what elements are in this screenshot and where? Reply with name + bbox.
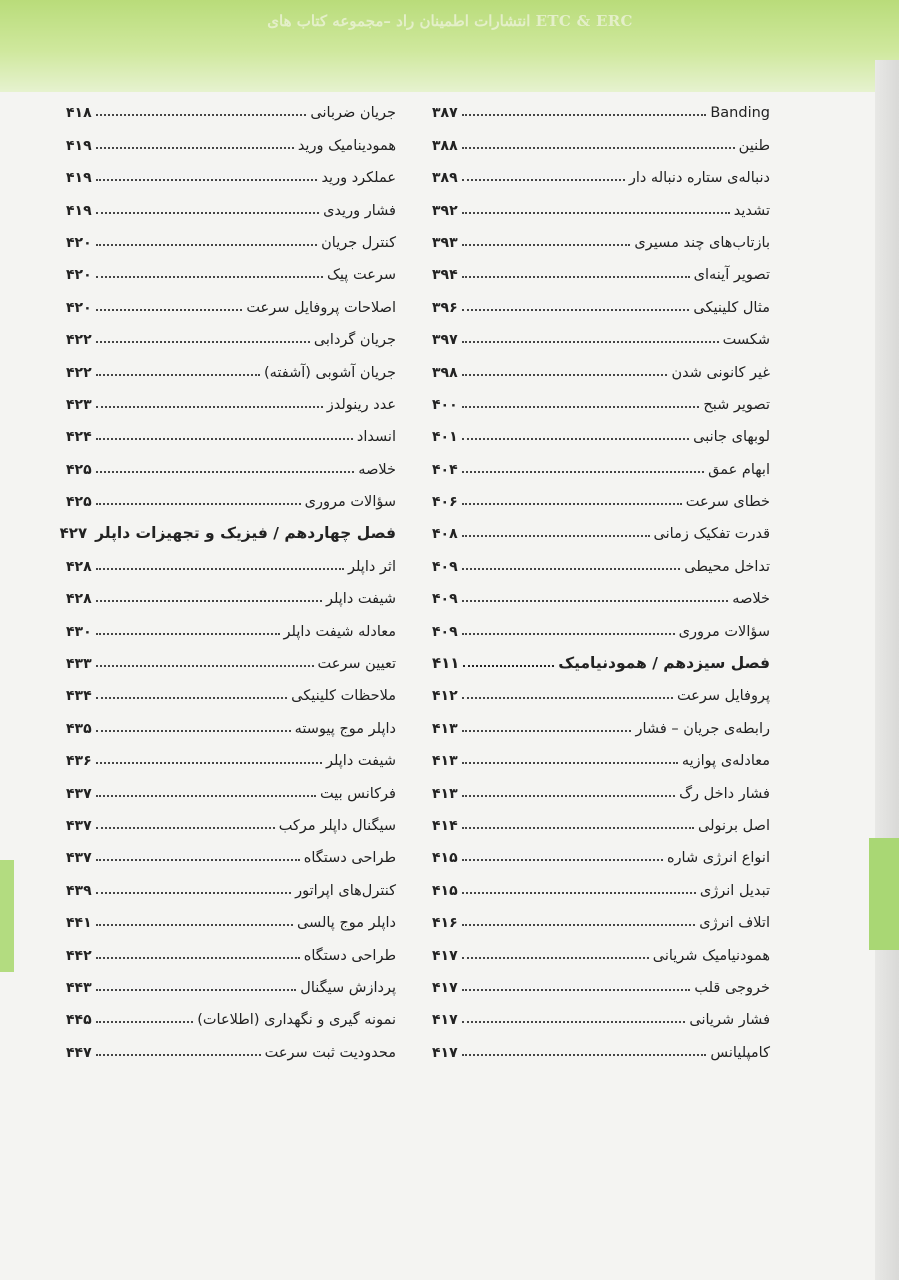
toc-entry	[66, 707, 396, 739]
leader-dots	[462, 374, 668, 376]
toc-entry-title: فرکانس بیت	[319, 785, 396, 802]
toc-entry	[66, 967, 396, 999]
toc-entry	[432, 610, 770, 642]
toc-page-number: ۴۲۰	[66, 234, 92, 251]
toc-entry	[432, 448, 770, 480]
leader-dots	[462, 859, 663, 861]
toc-entry-title: لوبهای جانبی	[693, 429, 770, 446]
toc-entry-title: سیگنال داپلر مرکب	[278, 817, 396, 834]
toc-page-number: ۴۲۷	[59, 524, 88, 543]
toc-entry	[66, 319, 396, 351]
toc-entry	[432, 578, 770, 610]
toc-page-number: ۴۲۲	[66, 332, 92, 349]
toc-entry-title: عدد رینولدز	[326, 396, 396, 413]
page-edge	[875, 60, 899, 1280]
toc-entry	[432, 772, 770, 804]
toc-page-number: ۴۱۳	[432, 753, 458, 770]
toc-entry	[432, 351, 770, 383]
toc-entry-title: خلاصه	[358, 461, 396, 478]
toc-entry-title: دنباله‌ی ستاره دنباله دار	[628, 170, 770, 187]
toc-page-number: ۴۴۱	[66, 915, 92, 932]
toc-page-number: ۴۰۹	[432, 591, 458, 608]
leader-dots	[96, 341, 310, 343]
toc-entry	[432, 740, 770, 772]
toc-page-number: ۴۴۵	[66, 1012, 92, 1029]
chapter-tab-right	[869, 838, 899, 950]
leader-dots	[96, 859, 300, 861]
toc-page-number: ۴۱۹	[66, 202, 92, 219]
leader-dots	[96, 147, 294, 149]
leader-dots	[96, 665, 314, 667]
toc-page-number: ۴۱۳	[432, 785, 458, 802]
toc-entry	[66, 578, 396, 610]
leader-dots	[462, 730, 632, 732]
toc-entry-title: پروفایل سرعت	[676, 688, 770, 705]
toc-page-number: ۴۲۰	[66, 267, 92, 284]
toc-entry-title: تشدید	[733, 202, 770, 219]
toc-entry-title: سؤالات مروری	[304, 494, 396, 511]
toc-entry	[432, 416, 770, 448]
toc-entry-title: تداخل محیطی	[684, 558, 770, 575]
leader-dots	[96, 212, 319, 214]
toc-entry-title: اصلاحات پروفایل سرعت	[246, 299, 396, 316]
leader-dots	[96, 1021, 194, 1023]
toc-entry	[432, 124, 770, 156]
toc-page-number: ۴۳۷	[66, 850, 92, 867]
toc-entry	[432, 189, 770, 221]
toc-entry	[432, 286, 770, 318]
leader-dots	[462, 309, 690, 311]
leader-dots	[96, 406, 323, 408]
leader-dots	[462, 989, 691, 991]
toc-page-number: ۴۱۷	[432, 947, 458, 964]
leader-dots	[96, 503, 301, 505]
toc-entry-title: کامپلیانس	[710, 1044, 770, 1061]
toc-page-number: ۴۲۰	[66, 299, 92, 316]
toc-page-number: ۴۴۳	[66, 979, 92, 996]
toc-entry	[66, 837, 396, 869]
leader-dots	[462, 633, 675, 635]
toc-entry-title: معادله شیفت داپلر	[283, 623, 396, 640]
toc-entry	[432, 805, 770, 837]
leader-dots	[96, 276, 323, 278]
toc-entry	[66, 1031, 396, 1063]
leader-dots	[462, 406, 700, 408]
toc-entry-title: Banding	[710, 105, 770, 122]
toc-entry	[432, 902, 770, 934]
leader-dots	[462, 1021, 686, 1023]
toc-chapter-heading	[59, 513, 396, 545]
toc-page-number: ۴۱۷	[432, 979, 458, 996]
leader-dots	[462, 697, 673, 699]
toc-entry	[432, 1031, 770, 1063]
toc-entry-title: شکست	[722, 332, 770, 349]
toc-entry-title: پردازش سیگنال	[300, 979, 396, 996]
toc-entry-title: طراحی دستگاه	[303, 850, 396, 867]
toc-page-number: ۳۹۲	[432, 202, 458, 219]
toc-entry-title: سرعت پیک	[326, 267, 396, 284]
toc-page-number: ۳۸۸	[432, 137, 458, 154]
toc-page-number: ۴۱۶	[432, 915, 458, 932]
toc-page-number: ۴۳۳	[66, 656, 92, 673]
toc-entry-title: عملکرد ورید	[321, 170, 396, 187]
leader-dots	[462, 827, 694, 829]
toc-entry-title: سؤالات مروری	[678, 623, 770, 640]
toc-page-number: ۴۳۷	[66, 785, 92, 802]
toc-entry	[432, 869, 770, 901]
toc-entry-title: اثر داپلر	[348, 558, 396, 575]
toc-entry	[66, 351, 396, 383]
leader-dots	[462, 892, 696, 894]
leader-dots	[96, 827, 275, 829]
leader-dots	[96, 730, 291, 732]
toc-page-number: ۴۱۹	[66, 170, 92, 187]
toc-entry	[66, 222, 396, 254]
toc-entry	[432, 934, 770, 966]
toc-page-number: ۴۳۴	[66, 688, 92, 705]
toc-page-number: ۴۲۸	[66, 591, 92, 608]
toc-entry-title: شیفت داپلر	[325, 753, 396, 770]
toc-entry-title: قدرت تفکیک زمانی	[653, 526, 770, 543]
toc-entry	[66, 740, 396, 772]
toc-column-right	[432, 92, 770, 1064]
leader-dots	[96, 697, 287, 699]
toc-page-number: ۳۹۳	[432, 234, 458, 251]
leader-dots	[96, 762, 322, 764]
toc-entry	[432, 157, 770, 189]
toc-page-number: ۴۱۸	[66, 105, 92, 122]
toc-page-number: ۳۹۶	[432, 299, 458, 316]
toc-page-number: ۴۳۷	[66, 817, 92, 834]
toc-entry-title: داپلر موج پیوسته	[294, 720, 396, 737]
toc-entry-title: محدودیت ثبت سرعت	[264, 1044, 396, 1061]
leader-dots	[96, 179, 318, 181]
toc-entry	[432, 384, 770, 416]
toc-page-number: ۴۱۳	[432, 720, 458, 737]
toc-entry-title: تصویر شبح	[703, 396, 770, 413]
leader-dots	[96, 892, 292, 894]
leader-dots	[462, 568, 681, 570]
toc-entry-title: جریان گردابی	[313, 332, 396, 349]
toc-entry-title: تعیین سرعت	[317, 656, 396, 673]
toc-entry-title: خلاصه	[732, 591, 770, 608]
toc-entry-title: بازتاب‌های چند مسیری	[634, 234, 770, 251]
toc-entry	[66, 286, 396, 318]
toc-entry-title: خطای سرعت	[685, 494, 770, 511]
toc-page-number: ۴۱۴	[432, 817, 458, 834]
leader-dots	[462, 503, 682, 505]
toc-page-number: ۴۱۵	[432, 850, 458, 867]
toc-entry-title: انواع انرژی شاره	[666, 850, 770, 867]
toc-page-number: ۴۳۶	[66, 753, 92, 770]
toc-entry-title: جریان آشوبی (آشفته)	[263, 364, 396, 381]
toc-entry-title: جریان ضربانی	[310, 105, 396, 122]
leader-dots	[462, 276, 690, 278]
toc-entry	[432, 999, 770, 1031]
toc-column-left	[59, 92, 396, 1064]
toc-entry-title: فصل چهاردهم / فیزیک و تجهیزات داپلر	[95, 524, 396, 543]
toc-entry	[66, 675, 396, 707]
toc-entry	[66, 999, 396, 1031]
toc-page-number: ۴۳۹	[66, 882, 92, 899]
leader-dots	[96, 568, 344, 570]
toc-entry-title: همودینامیک ورید	[297, 137, 396, 154]
leader-dots	[462, 179, 625, 181]
toc-page-number: ۴۱۹	[66, 137, 92, 154]
toc-entry	[66, 610, 396, 642]
leader-dots	[462, 341, 719, 343]
toc-entry-title: کنترل‌های اپراتور	[295, 882, 396, 899]
toc-page-number: ۴۰۴	[432, 461, 458, 478]
leader-dots	[96, 924, 293, 926]
leader-dots	[462, 438, 689, 440]
toc-entry	[66, 869, 396, 901]
leader-dots	[462, 212, 730, 214]
toc-page-number: ۴۰۹	[432, 623, 458, 640]
leader-dots	[462, 600, 729, 602]
toc-page-number: ۴۳۰	[66, 623, 92, 640]
toc-entry	[66, 772, 396, 804]
leader-dots	[96, 600, 322, 602]
toc-entry	[432, 707, 770, 739]
toc-entry	[432, 92, 770, 124]
toc-entry	[66, 254, 396, 286]
toc-entry-title: خروجی قلب	[694, 979, 770, 996]
leader-dots	[96, 374, 260, 376]
toc-entry	[432, 254, 770, 286]
toc-page-number: ۴۱۷	[432, 1044, 458, 1061]
toc-page-number: ۴۲۸	[66, 558, 92, 575]
toc-entry-title: مثال کلینیکی	[693, 299, 770, 316]
leader-dots	[462, 471, 704, 473]
chapter-tab-left	[0, 860, 14, 972]
toc-page-number: ۴۰۱	[432, 429, 458, 446]
toc-entry-title: رابطه‌ی جریان – فشار	[635, 720, 770, 737]
toc-page-number: ۳۹۷	[432, 332, 458, 349]
leader-dots	[463, 665, 554, 667]
toc-page-number: ۴۱۲	[432, 688, 458, 705]
toc-entry-title: داپلر موج پالسی	[296, 915, 396, 932]
toc-entry-title: کنترل جریان	[321, 234, 396, 251]
leader-dots	[96, 471, 355, 473]
toc-chapter-heading	[432, 643, 770, 675]
toc-page-number: ۴۲۵	[66, 494, 92, 511]
toc-entry	[66, 92, 396, 124]
leader-dots	[462, 924, 696, 926]
toc-page-number: ۴۲۲	[66, 364, 92, 381]
toc-entry	[66, 545, 396, 577]
publisher-title: انتشارات اطمینان راد –مجموعه کتاب های ETC & ERC	[267, 12, 633, 30]
toc-entry	[66, 384, 396, 416]
toc-page-number: ۴۱۵	[432, 882, 458, 899]
leader-dots	[462, 795, 675, 797]
toc-entry-title: تبدیل انرژی	[699, 882, 770, 899]
toc-page-number: ۴۳۵	[66, 720, 92, 737]
toc-page-number: ۴۴۲	[66, 947, 92, 964]
toc-entry	[66, 934, 396, 966]
toc-entry-title: شیفت داپلر	[325, 591, 396, 608]
toc-entry	[66, 643, 396, 675]
toc-entry-title: تصویر آینه‌ای	[693, 267, 770, 284]
leader-dots	[462, 1054, 707, 1056]
toc-entry	[432, 545, 770, 577]
toc-page-number: ۴۲۴	[66, 429, 92, 446]
toc-page-number: ۴۱۷	[432, 1012, 458, 1029]
toc-page-number: ۴۲۳	[66, 396, 92, 413]
toc-entry-title: همودنیامیک شریانی	[652, 947, 770, 964]
toc-entry-title: طنین	[738, 137, 770, 154]
toc-entry	[66, 805, 396, 837]
toc-page-number: ۴۰۸	[432, 526, 458, 543]
leader-dots	[462, 244, 631, 246]
toc-entry-title: فصل سیزدهم / همودنیامیک	[558, 654, 770, 673]
toc-page-number: ۴۰۰	[432, 396, 458, 413]
toc-entry	[432, 222, 770, 254]
leader-dots	[462, 957, 649, 959]
toc-entry-title: انسداد	[356, 429, 396, 446]
header-band	[0, 0, 899, 92]
toc-entry-title: فشار داخل رگ	[679, 785, 770, 802]
toc-entry	[66, 902, 396, 934]
toc-entry	[66, 481, 396, 513]
toc-entry	[432, 675, 770, 707]
toc-page-number: ۴۴۷	[66, 1044, 92, 1061]
toc-entry-title: اصل برنولی	[698, 817, 770, 834]
leader-dots	[96, 114, 307, 116]
leader-dots	[462, 147, 735, 149]
toc-entry-title: معادله‌ی پوازیه	[681, 753, 770, 770]
toc-entry-title: غیر کانونی شدن	[671, 364, 770, 381]
leader-dots	[96, 438, 353, 440]
leader-dots	[96, 795, 316, 797]
toc-entry	[66, 189, 396, 221]
toc-entry-title: فشار شریانی	[689, 1012, 770, 1029]
toc-entry	[432, 837, 770, 869]
toc-entry	[432, 967, 770, 999]
toc-entry-title: نمونه گیری و نگهداری (اطلاعات)	[197, 1012, 396, 1029]
leader-dots	[96, 1054, 261, 1056]
leader-dots	[96, 957, 300, 959]
toc-page-number: ۳۸۹	[432, 170, 458, 187]
toc-page-number: ۴۲۵	[66, 461, 92, 478]
toc-page-number: ۴۰۹	[432, 558, 458, 575]
toc-entry	[66, 416, 396, 448]
leader-dots	[96, 989, 297, 991]
toc-entry	[432, 481, 770, 513]
toc-page-number: ۳۸۷	[432, 105, 458, 122]
leader-dots	[96, 244, 317, 246]
leader-dots	[462, 762, 678, 764]
leader-dots	[462, 114, 707, 116]
toc-page-number: ۴۱۱	[432, 654, 460, 673]
toc-page-number: ۳۹۴	[432, 267, 458, 284]
toc-entry	[432, 513, 770, 545]
toc-entry-title: فشار وریدی	[323, 202, 396, 219]
leader-dots	[96, 309, 243, 311]
toc-entry	[432, 319, 770, 351]
leader-dots	[462, 535, 650, 537]
toc-page-number: ۳۹۸	[432, 364, 458, 381]
toc-entry	[66, 448, 396, 480]
leader-dots	[96, 633, 280, 635]
toc-page-number: ۴۰۶	[432, 494, 458, 511]
toc-entry-title: اتلاف انرژی	[699, 915, 770, 932]
toc-entry-title: ابهام عمق	[708, 461, 770, 478]
toc-entry-title: طراحی دستگاه	[303, 947, 396, 964]
toc-entry	[66, 124, 396, 156]
toc-entry-title: ملاحظات کلینیکی	[291, 688, 396, 705]
toc-entry	[66, 157, 396, 189]
